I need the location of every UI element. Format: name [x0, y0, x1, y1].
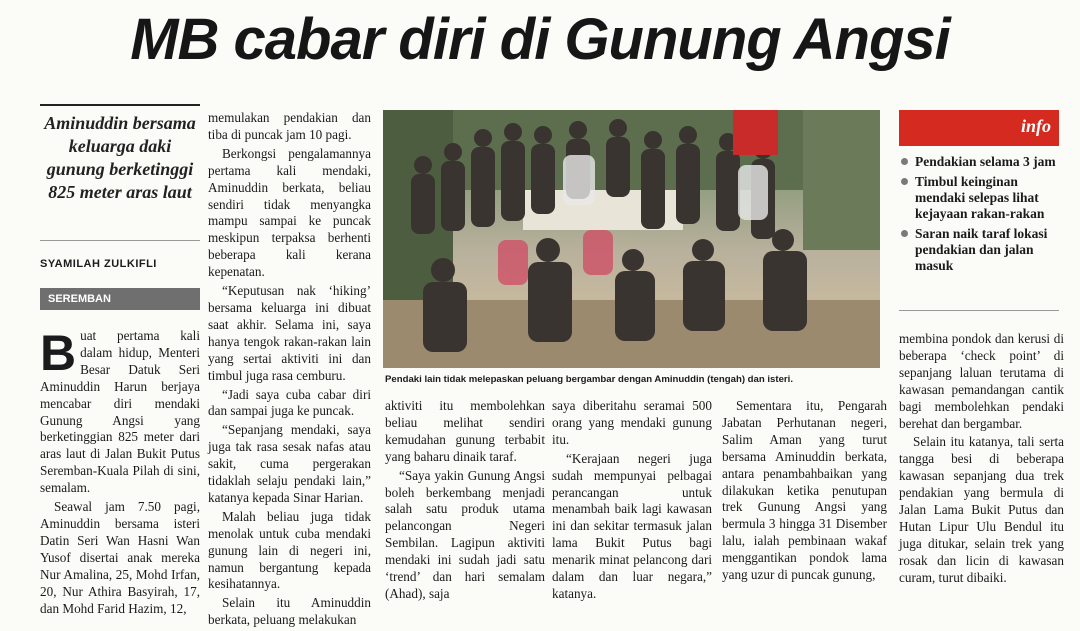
group-photo-illustration	[383, 110, 880, 368]
paragraph: aktiviti itu membolehkan beliau melihat sendiri kemudahan gunung terbabit yang baharu dinaik taraf.	[385, 398, 545, 464]
info-item: Saran naik taraf lokasi pendakian dan jalan masuk	[899, 226, 1064, 274]
paragraph: Buat pertama kali dalam hidup, Menteri Besar Datuk Seri Aminuddin Harun berjaya mencabar diri mendaki Gunung Angsi yang berketinggian 825 meter dari aras laut di Jalan Bukit Putus Seremban-Kuala Pilah di sini, semalam.	[40, 325, 200, 496]
paragraph: membina pondok dan kerusi di beberapa ‘check point’ di sepanjang laluan terutama di kawasan pemandangan cantik bagi membolehkan pendaki berehat dan bergambar.	[899, 331, 1064, 431]
info-box	[899, 110, 1059, 146]
paragraph: “Keputusan nak ‘hiking’ bersama keluarga ini dibuat saat akhir. Selama ini, saya hanya tengok rakan-rakan lain yang sertai aktiviti ini dan timbul juga rasa cemburu.	[208, 283, 371, 383]
paragraph: memulakan pendakian dan tiba di puncak jam 10 pagi.	[208, 110, 371, 142]
paragraph: “Kerajaan negeri juga sudah mempunyai pelbagai perancangan untuk menambah baik lagi kawasan ini dan sekitar termasuk jalan lama Bukit Putus bagi menarik minat pelancong dari dalam dan luar negara,” katanya.	[552, 450, 712, 601]
paragraph: “Saya yakin Gunung Angsi boleh berkembang menjadi salah satu produk utama pelancongan Negeri Sembilan. Lagipun aktiviti mendaki ini sudah jadi satu ‘trend’ dan hari semalam (Ahad), saja	[385, 467, 545, 601]
article-column-6	[899, 331, 1064, 589]
paragraph: “Jadi saya cuba cabar diri dan sampai juga ke puncak.	[208, 386, 371, 419]
article-column-1	[40, 325, 200, 619]
paragraph: Berkongsi pengalamannya pertama kali mendaki, Aminuddin berkata, beliau sendiri tidak menyangka mampu sampai ke puncak meskipun terpaksa berhenti beberapa kali kerana kepenatan.	[208, 145, 371, 280]
paragraph: Sementara itu, Pengarah Jabatan Perhutanan negeri, Salim Aman yang turut bersama Aminuddin berkata, antara penambahbaikan yang dilakukan ketika penutupan trek Gunung Angsi yang bermula 3 hingga 31 Disember lalu, ialah pembinaan wakaf menggantikan pondok lama yang uzur di puncak gunung,	[722, 398, 887, 583]
paragraph: Selain itu Aminuddin berkata, peluang melakukan	[208, 595, 371, 628]
deck-bottom-rule	[40, 240, 200, 241]
dateline: SEREMBAN	[40, 288, 200, 310]
article-column-2	[208, 110, 371, 631]
paragraph: “Sepanjang mendaki, saya juga tak rasa sesak nafas atau sakit, cuma pergerakan tidaklah selaju pendaki lain,” katanya kepada Sinar Harian.	[208, 422, 371, 505]
info-bottom-rule	[899, 310, 1059, 311]
headline: MB cabar diri di Gunung Angsi	[130, 7, 950, 72]
article-column-4	[552, 398, 712, 605]
article-column-5	[722, 398, 887, 586]
paragraph: Selain itu katanya, tali serta tangga besi di beberapa kawasan sepanjang dua trek pendakian yang bermula di Jalan Lama Bukit Putus dan Hutan Lipur Ulu Bendul itu juga ditukar, selain trek yang rosak dan licin di kawasan curam, turut dibaiki.	[899, 434, 1064, 585]
deck-top-rule	[40, 104, 200, 106]
dropcap: B	[40, 325, 77, 381]
paragraph: Malah beliau juga tidak menolak untuk cuba mendaki gunung lain di negeri ini, namun bergantung kepada kesihatannya.	[208, 508, 371, 592]
photo-caption: Pendaki lain tidak melepaskan peluang bergambar dengan Aminuddin (tengah) dan isteri.	[385, 374, 793, 385]
paragraph: saya diberitahu seramai 500 orang yang mendaki gunung itu.	[552, 398, 712, 447]
bullet-icon	[901, 178, 908, 185]
article-column-3	[385, 398, 545, 605]
info-item: Timbul keinginan mendaki selepas lihat kejayaan rakan-rakan	[899, 174, 1064, 222]
bullet-icon	[901, 158, 908, 165]
paragraph: Seawal jam 7.50 pagi, Aminuddin bersama isteri Datin Seri Wan Hasni Wan Yusof disertai anak mereka Nur Amalina, 25, Mohd Irfan, 20, Nur Athira Basyirah, 17, dan Mohd Farid Hazim, 12,	[40, 499, 200, 616]
byline: SYAMILAH ZULKIFLI	[40, 258, 157, 270]
info-label: info	[1020, 116, 1051, 136]
bullet-icon	[901, 230, 908, 237]
info-item: Pendakian selama 3 jam	[899, 154, 1064, 170]
deck: Aminuddin bersama keluarga daki gunung berketinggi 825 meter aras laut	[44, 113, 196, 202]
group-photo	[383, 110, 880, 368]
info-list	[899, 154, 1064, 278]
